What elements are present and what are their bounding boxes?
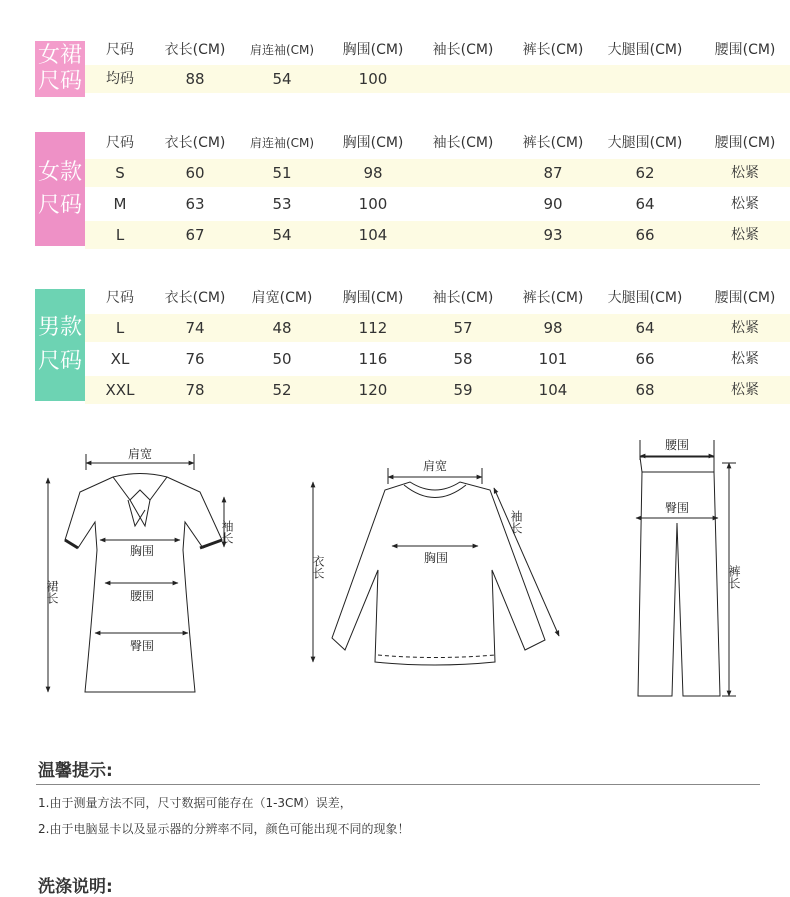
col-sleeve: 袖长(CM) [432, 135, 494, 151]
table-row [85, 65, 790, 93]
cell-size: S [115, 164, 125, 182]
women-label-line2: 尺码 [37, 193, 82, 218]
pants-outline [638, 457, 720, 696]
cell-chest: 120 [358, 381, 388, 399]
cell-waist: 松紧 [731, 227, 759, 243]
col-pants-length: 裤长(CM) [522, 42, 584, 58]
col-chest: 胸围(CM) [342, 135, 404, 151]
men-label-line2: 尺码 [37, 349, 82, 374]
dress-diagram [48, 454, 224, 692]
cell-chest: 104 [358, 226, 388, 244]
shirt-collar [404, 485, 466, 498]
dress-chest-label: 胸围 [129, 544, 155, 558]
col-sleeve: 袖长(CM) [432, 42, 494, 58]
tips-title: 温馨提示: [38, 761, 113, 781]
cell-shoulder: 54 [272, 226, 292, 244]
cell-shoulder: 50 [272, 350, 292, 368]
cell-length: 78 [185, 381, 205, 399]
cell-waist: 松紧 [731, 351, 759, 367]
col-shoulder-sleeve: 肩连袖(CM) [249, 136, 315, 150]
shirt-diagram [313, 468, 559, 665]
cell-chest: 100 [358, 70, 388, 88]
cell-sleeve: 59 [453, 381, 473, 399]
cell-waist: 松紧 [731, 382, 759, 398]
pants-length-label: 裤长 [727, 565, 741, 589]
cell-size: XL [110, 350, 130, 368]
women-table-label [35, 132, 85, 246]
col-size: 尺码 [106, 42, 134, 58]
cell-waist: 松紧 [731, 320, 759, 336]
cell-thigh: 62 [635, 164, 655, 182]
col-length: 衣长(CM) [164, 135, 226, 151]
cell-shoulder: 54 [272, 70, 292, 88]
skirt-header-row [85, 36, 790, 64]
col-size: 尺码 [106, 135, 134, 151]
col-shoulder: 肩宽(CM) [251, 290, 313, 306]
cell-length: 60 [185, 164, 205, 182]
cell-sleeve: 57 [453, 319, 473, 337]
table-row [85, 221, 790, 249]
cell-sleeve: 58 [453, 350, 473, 368]
table-row [85, 345, 790, 373]
table-row [85, 159, 790, 187]
cell-thigh: 66 [635, 350, 655, 368]
col-length: 衣长(CM) [164, 42, 226, 58]
cell-pants-length: 104 [538, 381, 568, 399]
col-thigh: 大腿围(CM) [607, 290, 683, 306]
col-pants-length: 裤长(CM) [522, 135, 584, 151]
col-shoulder-sleeve: 肩连袖(CM) [249, 43, 315, 57]
shirt-sleeve-arrow [494, 488, 559, 636]
col-thigh: 大腿围(CM) [607, 135, 683, 151]
dress-waist-label: 腰围 [129, 589, 155, 603]
measurement-diagrams [0, 430, 790, 720]
cell-length: 74 [185, 319, 205, 337]
col-waist: 腰围(CM) [714, 42, 776, 58]
col-sleeve: 袖长(CM) [432, 290, 494, 306]
shirt-chest-label: 胸围 [423, 551, 449, 565]
cell-chest: 116 [358, 350, 388, 368]
col-pants-length: 裤长(CM) [522, 290, 584, 306]
cell-pants-length: 90 [543, 195, 563, 213]
cell-shoulder: 53 [272, 195, 292, 213]
cell-thigh: 68 [635, 381, 655, 399]
col-chest: 胸围(CM) [342, 290, 404, 306]
cell-waist: 松紧 [731, 196, 759, 212]
cell-length: 67 [185, 226, 205, 244]
col-waist: 腰围(CM) [714, 290, 776, 306]
cell-pants-length: 93 [543, 226, 563, 244]
col-size: 尺码 [106, 290, 134, 306]
cell-length: 88 [185, 70, 205, 88]
table-row [85, 190, 790, 218]
pants-hip-label: 臀围 [664, 501, 690, 515]
cell-thigh: 64 [635, 195, 655, 213]
cell-chest: 98 [363, 164, 383, 182]
dress-length-label: 裙长 [45, 580, 59, 604]
cell-size: L [115, 319, 125, 337]
cell-size: 均码 [106, 71, 134, 87]
wash-title: 洗涤说明: [38, 877, 113, 897]
tips-divider [36, 784, 760, 785]
cell-shoulder: 52 [272, 381, 292, 399]
men-header-row [85, 284, 790, 312]
tip-line-2: 2.由于电脑显卡以及显示器的分辨率不同，颜色可能出现不同的现象！ [38, 822, 410, 836]
women-header-row [85, 129, 790, 157]
cell-chest: 112 [358, 319, 388, 337]
cell-size: XXL [105, 381, 135, 399]
col-thigh: 大腿围(CM) [607, 42, 683, 58]
col-chest: 胸围(CM) [342, 42, 404, 58]
men-label-line1: 男款 [37, 315, 82, 340]
cell-length: 76 [185, 350, 205, 368]
cell-pants-length: 87 [543, 164, 563, 182]
cell-shoulder: 48 [272, 319, 292, 337]
cell-pants-length: 98 [543, 319, 563, 337]
men-table-label [35, 289, 85, 401]
dress-sleeve-label: 袖长 [220, 520, 234, 544]
women-label-line1: 女款 [37, 160, 82, 185]
col-waist: 腰围(CM) [714, 135, 776, 151]
skirt-label-line2: 尺码 [37, 69, 82, 94]
col-length: 衣长(CM) [164, 290, 226, 306]
cell-waist: 松紧 [731, 165, 759, 181]
cell-size: L [115, 226, 125, 244]
cell-thigh: 66 [635, 226, 655, 244]
skirt-table-label [35, 41, 85, 97]
dress-collar [113, 477, 167, 500]
pants-diagram [636, 440, 736, 696]
dress-collar-right [130, 500, 150, 526]
table-row [85, 376, 790, 404]
cell-thigh: 64 [635, 319, 655, 337]
dress-hip-label: 臀围 [129, 639, 155, 653]
shirt-sleeve-label: 袖长 [509, 510, 523, 534]
pants-waist-label: 腰围 [664, 438, 690, 452]
skirt-label-line1: 女裙 [37, 43, 82, 68]
shirt-length-label: 衣长 [311, 555, 325, 579]
cell-length: 63 [185, 195, 205, 213]
dress-shoulder-label: 肩宽 [127, 447, 153, 461]
cell-size: M [113, 195, 127, 213]
shirt-shoulder-label: 肩宽 [422, 459, 448, 473]
cell-chest: 100 [358, 195, 388, 213]
cell-shoulder: 51 [272, 164, 292, 182]
cell-pants-length: 101 [538, 350, 568, 368]
table-row [85, 314, 790, 342]
tip-line-1: 1.由于测量方法不同，尺寸数据可能存在（1-3CM）误差， [38, 796, 352, 810]
